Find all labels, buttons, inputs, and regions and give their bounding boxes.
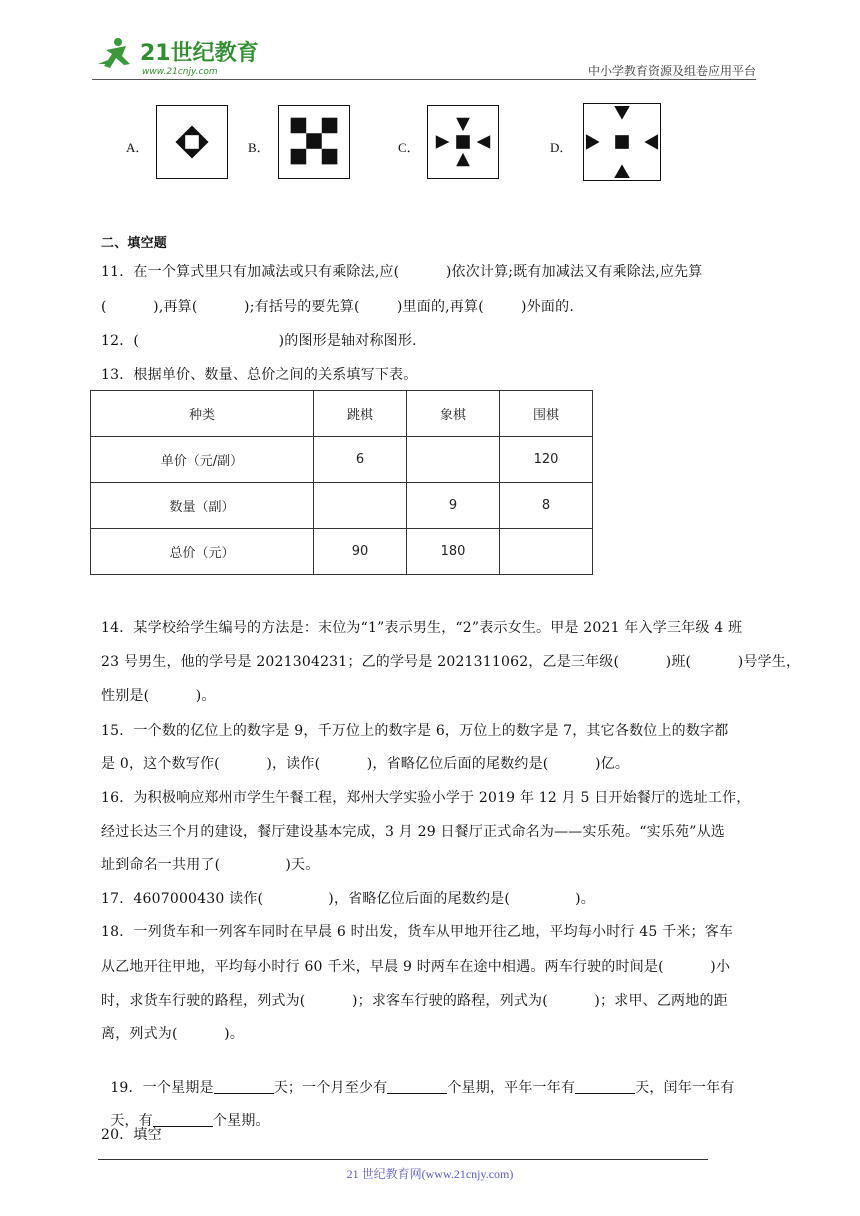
table-header-row: [91, 391, 593, 437]
table-header-cell: 象棋: [407, 391, 500, 437]
table-row: [91, 437, 593, 483]
table-cell: [314, 483, 407, 529]
diamond-in-square-icon: [156, 105, 228, 179]
question-18-line-2: 从乙地开往甲地，平均每小时行 60 千米，早晨 9 时两车在途中相遇。两车行驶的时间是( )小: [101, 959, 731, 975]
table-header-cell: 种类: [91, 391, 314, 437]
q19-text-5: 天，有: [110, 1113, 153, 1129]
table-cell: 单价（元/副）: [91, 437, 314, 483]
table-cell: 6: [314, 437, 407, 483]
question-15-line-1: 15．一个数的亿位上的数字是 9，千万位上的数字是 6，万位上的数字是 7，其它各数位上的数字都: [101, 723, 729, 739]
table-cell: 90: [314, 529, 407, 575]
logo-main-text: 21世纪教育: [140, 41, 259, 66]
question-15-line-2: 是 0，这个数写作( )，读作( )，省略亿位后面的尾数约是( )亿。: [101, 756, 630, 772]
blank-underline: [387, 1079, 447, 1094]
price-table: [90, 390, 593, 575]
header-platform-text: 中小学教育资源及组卷应用平台: [587, 64, 756, 78]
question-17: 17．4607000430 读作( )，省略亿位后面的尾数约是( )。: [101, 891, 595, 907]
option-b-label: B．: [248, 140, 270, 155]
table-cell: 8: [500, 483, 593, 529]
q19-text-3: 个星期，平年一年有: [447, 1080, 576, 1096]
question-20: 20．填空: [101, 1127, 162, 1143]
table-cell: 120: [500, 437, 593, 483]
logo-sub-text: www.21cnjy.com: [142, 67, 218, 77]
section-title: 二、填空题: [101, 236, 168, 251]
triangles-pointing-out-icon: [583, 103, 661, 181]
checker-squares-icon: [278, 105, 350, 179]
table-cell: 数量（副）: [91, 483, 314, 529]
q19-text-4: 天，闰年一年有: [635, 1080, 735, 1096]
table-cell: 总价（元）: [91, 529, 314, 575]
footer-divider: [98, 1159, 708, 1160]
q19-text-6: 个星期。: [212, 1113, 270, 1129]
header-divider: [92, 79, 756, 80]
question-11-line-1: 11．在一个算式里只有加减法或只有乘除法,应( )依次计算;既有加减法又有乘除法,应先算: [101, 264, 703, 280]
table-row: [91, 483, 593, 529]
question-14-line-3: 性别是( )。: [101, 688, 216, 704]
question-18-line-1: 18．一列货车和一列客车同时在早晨 6 时出发，货车从甲地开往乙地，平均每小时行 45 千米；客车: [101, 924, 734, 940]
triangles-pointing-in-icon: [427, 105, 499, 179]
blank-underline: [153, 1112, 213, 1127]
table-cell: [500, 529, 593, 575]
table-cell: 9: [407, 483, 500, 529]
question-14-line-1: 14．某学校给学生编号的方法是：末位为“1”表示男生，“2”表示女生。甲是 2021 年入学三年级 4 班: [101, 620, 743, 636]
question-18-line-3: 时，求货车行驶的路程，列式为( )；求客车行驶的路程，列式为( )；求甲、乙两地的距: [101, 993, 728, 1009]
question-16-line-2: 经过长达三个月的建设，餐厅建设基本完成，3 月 29 日餐厅正式命名为——实乐苑。“实乐苑”从选: [101, 824, 725, 840]
question-11-line-2: ( ),再算( );有括号的要先算( )里面的,再算( )外面的.: [101, 299, 574, 315]
question-14-line-2: 23 号男生，他的学号是 2021304231；乙的学号是 2021311062，乙是三年级( )班( )号学生，: [101, 654, 801, 670]
site-logo: [96, 34, 296, 80]
question-13: 13．根据单价、数量、总价之间的关系填写下表。: [101, 367, 418, 383]
table-row: [91, 529, 593, 575]
option-d-label: D．: [550, 140, 573, 155]
question-12: 12．( )的图形是轴对称图形.: [101, 333, 417, 349]
q19-text-1: 19．一个星期是: [110, 1080, 214, 1096]
table-cell: 180: [407, 529, 500, 575]
blank-underline: [575, 1079, 635, 1094]
option-a-label: A．: [126, 140, 149, 155]
footer-link[interactable]: 21 世纪教育网(www.21cnjy.com): [346, 1167, 514, 1181]
option-c-label: C．: [398, 140, 420, 155]
table-cell: [407, 437, 500, 483]
question-16-line-3: 址到命名一共用了( )天。: [101, 857, 320, 873]
question-16-line-1: 16．为积极响应郑州市学生午餐工程，郑州大学实验小学于 2019 年 12 月 5 日开始餐厅的选址工作，: [101, 790, 751, 806]
question-18-line-4: 离，列式为( )。: [101, 1026, 245, 1042]
q19-text-2: 天；一个月至少有: [273, 1080, 388, 1096]
table-header-cell: 围棋: [500, 391, 593, 437]
table-header-cell: 跳棋: [314, 391, 407, 437]
